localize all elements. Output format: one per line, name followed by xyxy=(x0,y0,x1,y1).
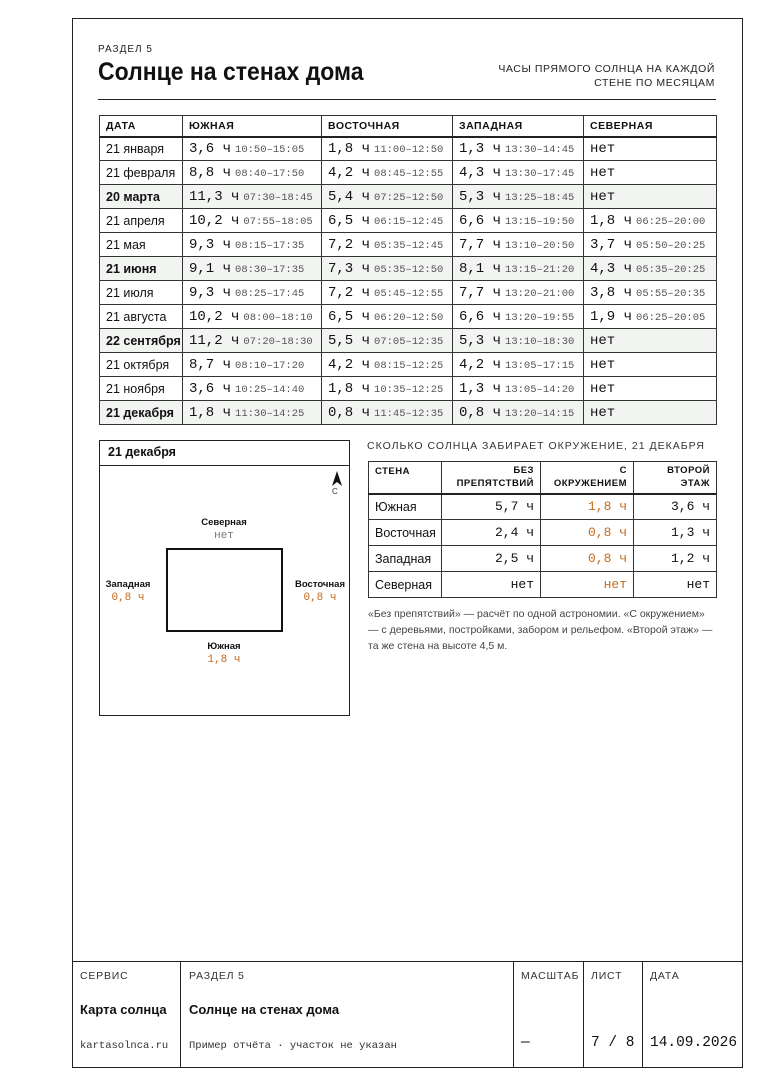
sun-hours: 1,8 ч xyxy=(189,404,232,421)
sun-hours: 4,2 ч xyxy=(459,356,502,373)
sun-hours: 5,4 ч xyxy=(328,188,371,205)
sun-hours: нет xyxy=(590,332,616,349)
service-heading: СЕРВИС xyxy=(80,970,129,982)
table-row xyxy=(100,377,717,401)
west-cell xyxy=(453,353,584,377)
north-cell xyxy=(584,353,717,377)
floor2-cell: нет xyxy=(634,572,717,598)
section-note: Пример отчёта · участок не указан xyxy=(189,1040,397,1052)
sun-hours: 5,5 ч xyxy=(328,332,371,349)
sun-time-range: 08:45–12:55 xyxy=(374,167,444,180)
table-row xyxy=(369,546,717,572)
sun-time-range: 08:15–12:25 xyxy=(374,359,444,372)
table-row xyxy=(100,137,717,161)
floor2-cell: 1,3 ч xyxy=(634,520,717,546)
west-cell xyxy=(453,377,584,401)
west-cell xyxy=(453,281,584,305)
scale-heading: МАСШТАБ xyxy=(521,970,580,982)
sun-time-range: 13:15–19:50 xyxy=(505,215,575,228)
sun-time-range: 05:45–12:55 xyxy=(374,287,444,300)
south-cell xyxy=(183,329,322,353)
date-cell: 21 октября xyxy=(100,353,183,377)
sun-hours: 7,3 ч xyxy=(328,260,371,277)
sun-time-range: 10:35–12:25 xyxy=(374,383,444,396)
column-header-free xyxy=(442,462,541,494)
table-row xyxy=(100,305,717,329)
env-cell: 0,8 ч xyxy=(541,546,634,572)
free-cell: 2,5 ч xyxy=(442,546,541,572)
sun-time-range: 13:05–17:15 xyxy=(505,359,575,372)
south-cell xyxy=(183,305,322,329)
table-header-row xyxy=(369,462,717,494)
north-cell xyxy=(584,305,717,329)
sun-hours: 7,7 ч xyxy=(459,236,502,253)
header-text: С xyxy=(619,465,627,477)
sun-time-range: 13:30–14:45 xyxy=(505,143,575,156)
free-cell: 2,4 ч xyxy=(442,520,541,546)
env-cell: 0,8 ч xyxy=(541,520,634,546)
date-cell: 21 мая xyxy=(100,233,183,257)
wall-sun-table xyxy=(99,115,717,425)
date-cell: 21 февраля xyxy=(100,161,183,185)
floor2-cell: 3,6 ч xyxy=(634,494,717,520)
column-header-west: ЗАПАДНАЯ xyxy=(453,116,584,137)
wall-cell: Западная xyxy=(369,546,442,572)
east-cell xyxy=(322,257,453,281)
sun-hours: нет xyxy=(590,380,616,397)
service-name: Карта солнца xyxy=(80,1002,167,1017)
title-block-sheet xyxy=(583,962,642,1068)
sun-hours: 9,3 ч xyxy=(189,284,232,301)
sun-hours: нет xyxy=(590,188,616,205)
header-text: ЭТАЖ xyxy=(680,478,710,490)
sun-time-range: 10:25–14:40 xyxy=(235,383,305,396)
south-cell xyxy=(183,185,322,209)
house-plan xyxy=(99,440,350,716)
sun-time-range: 13:10–18:30 xyxy=(505,335,575,348)
sun-time-range: 13:20–19:55 xyxy=(505,311,575,324)
west-cell xyxy=(453,185,584,209)
south-cell xyxy=(183,161,322,185)
environment-heading: СКОЛЬКО СОЛНЦА ЗАБИРАЕТ ОКРУЖЕНИЕ, 21 ДЕКАБРЯ xyxy=(367,440,705,452)
sun-hours: 1,9 ч xyxy=(590,308,633,325)
sun-hours: 3,8 ч xyxy=(590,284,633,301)
date-cell: 21 июля xyxy=(100,281,183,305)
date-cell: 21 июня xyxy=(100,257,183,281)
sun-hours: 10,2 ч xyxy=(189,212,240,229)
south-cell xyxy=(183,233,322,257)
sun-time-range: 08:15–17:35 xyxy=(235,239,305,252)
subtitle-line: ЧАСЫ ПРЯМОГО СОЛНЦА НА КАЖДОЙ xyxy=(498,63,715,75)
north-cell xyxy=(584,377,717,401)
sun-hours: 1,3 ч xyxy=(459,380,502,397)
sun-time-range: 07:25–12:50 xyxy=(374,191,444,204)
sun-hours: 1,8 ч xyxy=(328,380,371,397)
env-cell: 1,8 ч xyxy=(541,494,634,520)
north-label: С xyxy=(332,487,338,496)
sun-hours: 3,6 ч xyxy=(189,380,232,397)
title-block-section xyxy=(180,962,513,1068)
table-row xyxy=(100,185,717,209)
west-cell xyxy=(453,401,584,425)
free-cell: нет xyxy=(442,572,541,598)
sun-hours: 6,6 ч xyxy=(459,212,502,229)
sun-hours: 6,5 ч xyxy=(328,212,371,229)
house-outline xyxy=(166,548,283,632)
east-cell xyxy=(322,329,453,353)
sun-time-range: 13:30–17:45 xyxy=(505,167,575,180)
date-cell: 21 ноября xyxy=(100,377,183,401)
sun-time-range: 10:50–15:05 xyxy=(235,143,305,156)
south-cell xyxy=(183,209,322,233)
table-row xyxy=(100,161,717,185)
sun-hours: 1,3 ч xyxy=(459,140,502,157)
north-cell xyxy=(584,233,717,257)
page-title: Солнце на стенах дома xyxy=(98,58,364,86)
section-heading: РАЗДЕЛ 5 xyxy=(189,970,245,982)
column-header-floor2 xyxy=(634,462,717,494)
east-cell xyxy=(322,161,453,185)
sun-time-range: 05:35–12:50 xyxy=(374,263,444,276)
sun-hours: 0,8 ч xyxy=(459,404,502,421)
header-text: ПРЕПЯТСТВИЙ xyxy=(456,478,534,490)
north-arrow-icon xyxy=(330,470,344,488)
sun-time-range: 07:30–18:45 xyxy=(243,191,313,204)
sun-time-range: 06:25–20:00 xyxy=(636,215,706,228)
sun-hours: нет xyxy=(590,140,616,157)
wall-value-west: 0,8 ч xyxy=(111,592,145,604)
south-cell xyxy=(183,281,322,305)
sun-hours: 1,8 ч xyxy=(328,140,371,157)
east-cell xyxy=(322,353,453,377)
sun-time-range: 13:15–21:20 xyxy=(505,263,575,276)
date-cell: 22 сентября xyxy=(100,329,183,353)
wall-label-south: Южная xyxy=(207,641,241,652)
table-header-row xyxy=(100,116,717,137)
sun-hours: нет xyxy=(590,356,616,373)
sun-time-range: 05:35–20:25 xyxy=(636,263,706,276)
wall-value-north: нет xyxy=(214,530,234,542)
table-row xyxy=(100,401,717,425)
column-header-env xyxy=(541,462,634,494)
column-header-north: СЕВЕРНАЯ xyxy=(584,116,717,137)
sun-time-range: 13:20–21:00 xyxy=(505,287,575,300)
sun-hours: 9,1 ч xyxy=(189,260,232,277)
sun-hours: 8,7 ч xyxy=(189,356,232,373)
north-cell xyxy=(584,161,717,185)
environment-note: «Без препятствий» — расчёт по одной астрономии. «С окружением» — с деревьями, постройками, забором и рельефом. «Второй этаж» — та же стена на высоте 4,5 м. xyxy=(368,608,713,652)
title-block xyxy=(72,961,743,1068)
sun-time-range: 08:40–17:50 xyxy=(235,167,305,180)
west-cell xyxy=(453,329,584,353)
north-cell xyxy=(584,209,717,233)
sun-hours: 4,3 ч xyxy=(590,260,633,277)
date-value: 14.09.2026 xyxy=(650,1035,738,1051)
environment-table xyxy=(368,461,717,598)
section-label: РАЗДЕЛ 5 xyxy=(98,44,153,55)
service-url: kartasolnca.ru xyxy=(80,1040,169,1052)
sun-hours: 4,2 ч xyxy=(328,356,371,373)
sun-hours: 4,3 ч xyxy=(459,164,502,181)
plan-title: 21 декабря xyxy=(100,441,349,466)
west-cell xyxy=(453,305,584,329)
sun-hours: 1,8 ч xyxy=(590,212,633,229)
sun-time-range: 06:20–12:50 xyxy=(374,311,444,324)
scale-value: — xyxy=(521,1035,530,1051)
date-cell: 21 апреля xyxy=(100,209,183,233)
wall-value-south: 1,8 ч xyxy=(207,654,241,666)
table-row xyxy=(100,329,717,353)
north-cell xyxy=(584,185,717,209)
east-cell xyxy=(322,305,453,329)
table-row xyxy=(369,494,717,520)
sun-time-range: 06:25–20:05 xyxy=(636,311,706,324)
sun-hours: 8,8 ч xyxy=(189,164,232,181)
page-subtitle xyxy=(455,62,715,90)
title-block-date xyxy=(642,962,743,1068)
north-cell xyxy=(584,137,717,161)
date-cell: 20 марта xyxy=(100,185,183,209)
sun-time-range: 07:05–12:35 xyxy=(374,335,444,348)
east-cell xyxy=(322,401,453,425)
south-cell xyxy=(183,257,322,281)
sun-time-range: 08:10–17:20 xyxy=(235,359,305,372)
sun-hours: 7,2 ч xyxy=(328,284,371,301)
west-cell xyxy=(453,209,584,233)
free-cell: 5,7 ч xyxy=(442,494,541,520)
column-header-south: ЮЖНАЯ xyxy=(183,116,322,137)
sun-time-range: 13:20–14:15 xyxy=(505,407,575,420)
sun-hours: нет xyxy=(590,164,616,181)
table-row xyxy=(100,281,717,305)
title-block-scale xyxy=(513,962,583,1068)
sheet-heading: ЛИСТ xyxy=(591,970,623,982)
wall-label-west: Западная xyxy=(105,579,151,590)
sun-hours: 9,3 ч xyxy=(189,236,232,253)
sun-hours: 10,2 ч xyxy=(189,308,240,325)
west-cell xyxy=(453,233,584,257)
east-cell xyxy=(322,209,453,233)
sun-hours: 7,2 ч xyxy=(328,236,371,253)
date-cell: 21 августа xyxy=(100,305,183,329)
sun-hours: нет xyxy=(590,404,616,421)
sun-time-range: 13:25–18:45 xyxy=(505,191,575,204)
east-cell xyxy=(322,185,453,209)
sun-hours: 5,3 ч xyxy=(459,332,502,349)
north-cell xyxy=(584,401,717,425)
sun-hours: 4,2 ч xyxy=(328,164,371,181)
sun-hours: 11,3 ч xyxy=(189,188,240,205)
sun-hours: 6,6 ч xyxy=(459,308,502,325)
header-text: ВТОРОЙ xyxy=(667,465,710,477)
header-text: БЕЗ xyxy=(513,465,534,477)
table-row xyxy=(100,209,717,233)
sun-hours: 3,7 ч xyxy=(590,236,633,253)
column-header-east: ВОСТОЧНАЯ xyxy=(322,116,453,137)
sun-time-range: 05:50–20:25 xyxy=(636,239,706,252)
sun-hours: 8,1 ч xyxy=(459,260,502,277)
sun-time-range: 05:55–20:35 xyxy=(636,287,706,300)
east-cell xyxy=(322,137,453,161)
sun-time-range: 05:35–12:45 xyxy=(374,239,444,252)
south-cell xyxy=(183,137,322,161)
section-title: Солнце на стенах дома xyxy=(189,1002,340,1017)
sun-time-range: 07:20–18:30 xyxy=(243,335,313,348)
wall-label-north: Северная xyxy=(201,517,247,528)
east-cell xyxy=(322,377,453,401)
north-cell xyxy=(584,281,717,305)
subtitle-line: СТЕНЕ ПО МЕСЯЦАМ xyxy=(594,77,715,89)
sheet-value: 7 / 8 xyxy=(591,1035,635,1051)
east-cell xyxy=(322,281,453,305)
sun-hours: 5,3 ч xyxy=(459,188,502,205)
floor2-cell: 1,2 ч xyxy=(634,546,717,572)
sun-time-range: 08:25–17:45 xyxy=(235,287,305,300)
west-cell xyxy=(453,257,584,281)
sun-hours: 3,6 ч xyxy=(189,140,232,157)
table-row xyxy=(100,233,717,257)
title-block-service xyxy=(72,962,180,1068)
sun-time-range: 13:10–20:50 xyxy=(505,239,575,252)
date-cell: 21 декабря xyxy=(100,401,183,425)
south-cell xyxy=(183,401,322,425)
north-cell xyxy=(584,257,717,281)
sun-hours: 7,7 ч xyxy=(459,284,502,301)
south-cell xyxy=(183,377,322,401)
header-text: СТЕНА xyxy=(375,466,410,477)
sun-time-range: 08:00–18:10 xyxy=(243,311,313,324)
column-header-date: ДАТА xyxy=(100,116,183,137)
sun-time-range: 07:55–18:05 xyxy=(243,215,313,228)
table-row xyxy=(100,353,717,377)
north-cell xyxy=(584,329,717,353)
header-divider xyxy=(98,99,716,100)
sun-time-range: 13:05–14:20 xyxy=(505,383,575,396)
sun-hours: 6,5 ч xyxy=(328,308,371,325)
header-text: ОКРУЖЕНИЕМ xyxy=(553,478,627,490)
sun-time-range: 11:45–12:35 xyxy=(374,407,444,420)
east-cell xyxy=(322,233,453,257)
sun-time-range: 08:30–17:35 xyxy=(235,263,305,276)
sun-time-range: 06:15–12:45 xyxy=(374,215,444,228)
wall-cell: Южная xyxy=(369,494,442,520)
date-cell: 21 января xyxy=(100,137,183,161)
south-cell xyxy=(183,353,322,377)
date-heading: ДАТА xyxy=(650,970,680,982)
table-row xyxy=(369,520,717,546)
wall-cell: Восточная xyxy=(369,520,442,546)
sun-hours: 11,2 ч xyxy=(189,332,240,349)
column-header-wall xyxy=(369,462,442,494)
env-cell: нет xyxy=(541,572,634,598)
sun-time-range: 11:30–14:25 xyxy=(235,407,305,420)
sun-hours: 0,8 ч xyxy=(328,404,371,421)
wall-value-east: 0,8 ч xyxy=(303,592,337,604)
table-row xyxy=(369,572,717,598)
wall-cell: Северная xyxy=(369,572,442,598)
sun-time-range: 11:00–12:50 xyxy=(374,143,444,156)
wall-label-east: Восточная xyxy=(295,579,345,590)
west-cell xyxy=(453,161,584,185)
west-cell xyxy=(453,137,584,161)
table-row xyxy=(100,257,717,281)
